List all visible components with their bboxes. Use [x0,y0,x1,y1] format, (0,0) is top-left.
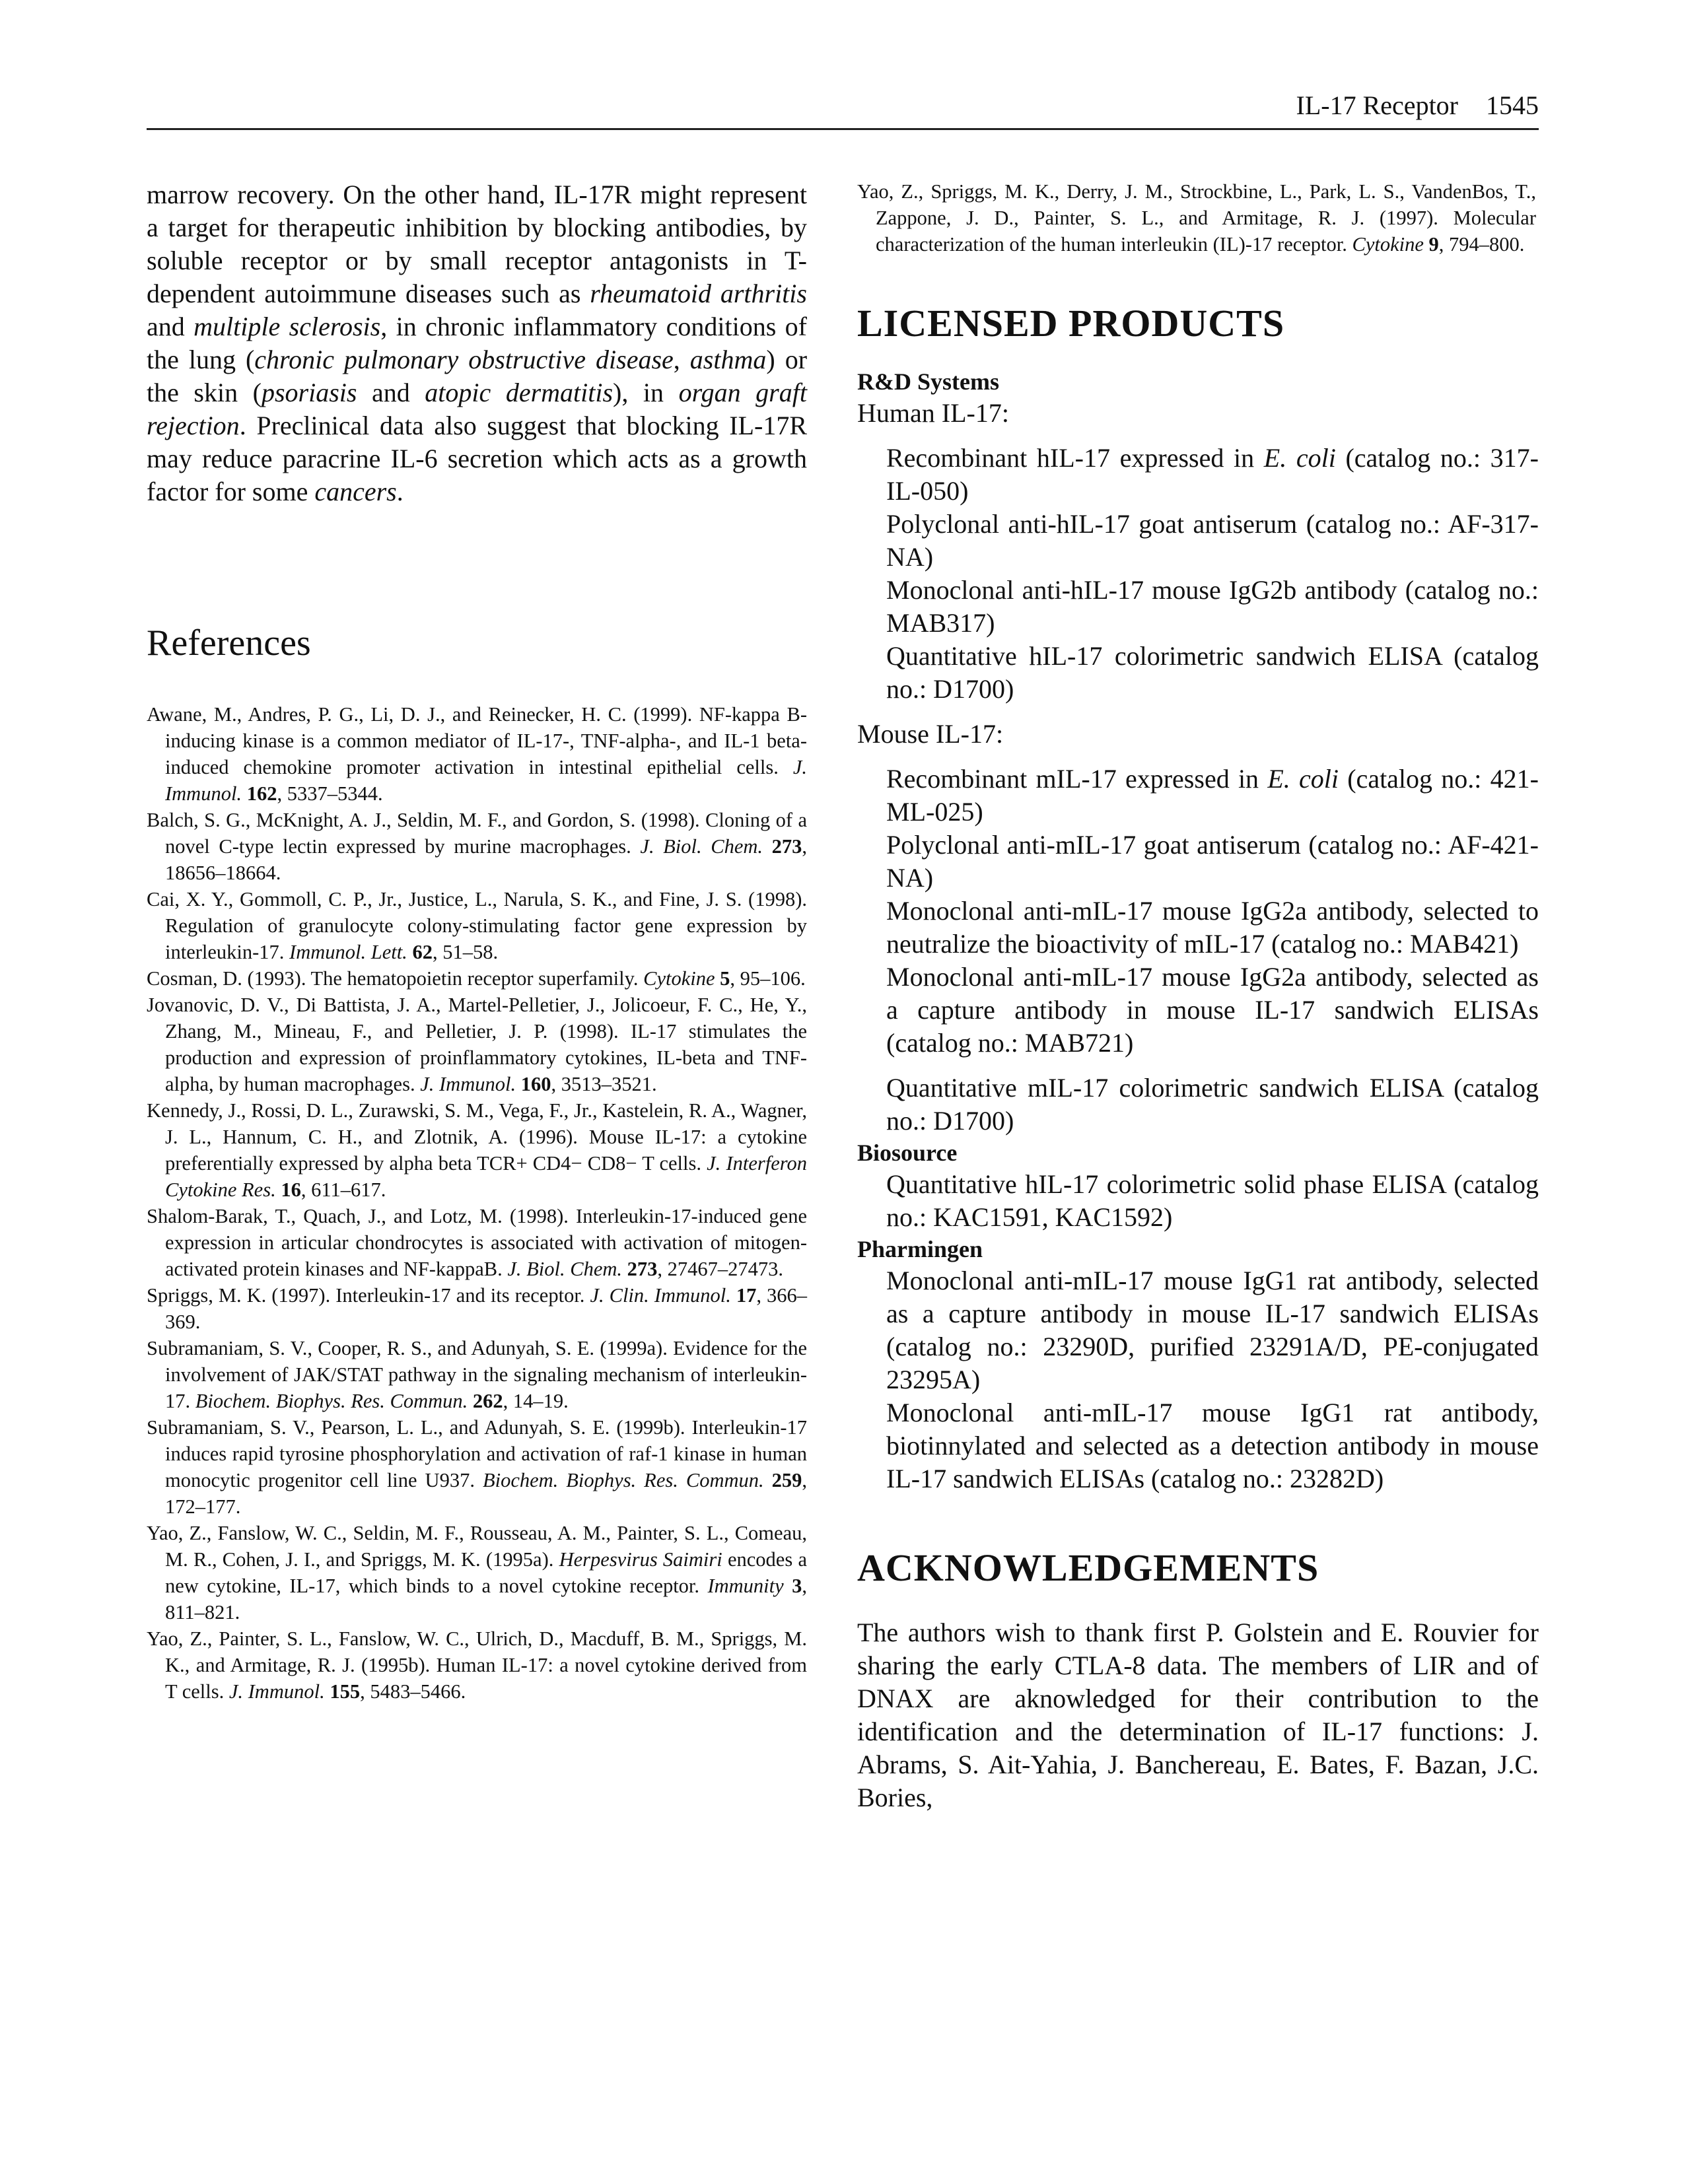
reference-item: Shalom-Barak, T., Quach, J., and Lotz, M. (1998). Interleukin-17-induced gene expression in articular chondrocytes is associated with activation of mitogen-activated protein kinases and NF-kappaB. J. Biol. Chem. 273, 27467–27473. [147,1205,807,1280]
product-item: Monoclonal anti-mIL-17 mouse IgG2a antibody, selected as a capture antibody in mouse IL-17 sandwich ELISAs (catalog no.: MAB721) [886,962,1539,1058]
mouse-il17-label: Mouse IL-17: [857,719,1004,749]
product-item: Quantitative hIL-17 colorimetric sandwich ELISA (catalog no.: D1700) [886,641,1539,704]
product-item: Recombinant hIL-17 expressed in E. coli (catalog no.: 317-IL-050) [886,443,1539,506]
page-header [147,86,1539,130]
reference-item: Kennedy, J., Rossi, D. L., Zurawski, S. M., Vega, F., Jr., Kastelein, R. A., Wagner, J. L., Hannum, C. H., and Zlotnik, A. (1996). Mouse IL-17: a cytokine preferentially expressed by alpha beta TCR+ CD4− CD8− T cells. J. Interferon Cytokine Res. 16, 611–617. [147,1099,807,1201]
product-item: Monoclonal anti-mIL-17 mouse IgG2a antibody, selected to neutralize the bioactivity of mIL-17 (catalog no.: MAB421) [886,896,1539,959]
references-heading: References [147,623,311,664]
product-item: Polyclonal anti-mIL-17 goat antiserum (catalog no.: AF-421-NA) [886,830,1539,893]
reference-item: Awane, M., Andres, P. G., Li, D. J., and Reinecker, H. C. (1999). NF-kappa B-inducing kinase is a common mediator of IL-17-, TNF-alpha-, and IL-1 beta-induced chemokine promoter activation in intestinal epithelial cells. J. Immunol. 162, 5337–5344. [147,703,807,805]
reference-item: Yao, Z., Fanslow, W. C., Seldin, M. F., Rousseau, A. M., Painter, S. L., Comeau, M. R., Cohen, J. I., and Spriggs, M. K. (1995a). Herpesvirus Saimiri encodes a new cytokine, IL-17, which binds to a novel cytokine receptor. Immunity 3, 811–821. [147,1522,807,1623]
vendor-rd-systems: R&D Systems [857,368,999,395]
product-item: Monoclonal anti-mIL-17 mouse IgG1 rat antibody, selected as a capture antibody in mouse IL-17 sandwich ELISAs (catalog no.: 23290D, purified 23291A/D, PE-conjugated 23295A) [886,1266,1539,1394]
reference-item: Cosman, D. (1993). The hematopoietin receptor superfamily. Cytokine 5, 95–106. [147,967,806,990]
reference-item: Yao, Z., Spriggs, M. K., Derry, J. M., Strockbine, L., Park, L. S., VandenBos, T., Zappone, J. D., Painter, S. L., and Armitage, R. J. (1997). Molecular characterization of the human interleukin (IL)-17 receptor. Cytokine 9, 794–800. [857,180,1536,256]
product-item: Monoclonal anti-hIL-17 mouse IgG2b antibody (catalog no.: MAB317) [886,575,1539,638]
running-head [1296,90,1539,121]
product-item: Monoclonal anti-mIL-17 mouse IgG1 rat antibody, biotinnylated and selected as a detection antibody in mouse IL-17 sandwich ELISAs (catalog no.: 23282D) [886,1398,1539,1493]
licensed-products-heading: LICENSED PRODUCTS [857,302,1285,345]
reference-item: Subramaniam, S. V., Pearson, L. L., and Adunyah, S. E. (1999b). Interleukin-17 induces rapid tyrosine phosphorylation and activation of raf-1 kinase in human monocytic progenitor cell line U937. Biochem. Biophys. Res. Commun. 259, 172–177. [147,1416,807,1518]
reference-item: Spriggs, M. K. (1997). Interleukin-17 and its receptor. J. Clin. Immunol. 17, 366–369. [147,1284,808,1333]
reference-item: Jovanovic, D. V., Di Battista, J. A., Martel-Pelletier, J., Jolicoeur, F. C., He, Y., Zhang, M., Mineau, F., and Pelletier, J. P. (1998). IL-17 stimulates the production and expression of proinflammatory cytokines, IL-beta and TNF-alpha, by human macrophages. J. Immunol. 160, 3513–3521. [147,994,807,1095]
left-column [147,178,808,1703]
acknowledgements-heading: ACKNOWLEDGEMENTS [857,1546,1319,1589]
right-column [857,178,1539,1814]
references-list [147,701,807,1705]
reference-item: Cai, X. Y., Gommoll, C. P., Jr., Justice, L., Narula, S. K., and Fine, J. S. (1998). Regulation of granulocyte colony-stimulating factor gene expression by interleukin-17. Immunol. Lett. 62, 51–58. [147,888,807,963]
reference-item: Subramaniam, S. V., Cooper, R. S., and Adunyah, S. E. (1999a). Evidence for the involvement of JAK/STAT pathway in the signaling mechanism of interleukin-17. Biochem. Biophys. Res. Commun. 262, 14–19. [147,1337,807,1412]
product-item: Polyclonal anti-hIL-17 goat antiserum (catalog no.: AF-317-NA) [886,509,1539,572]
vendor-pharmingen: Pharmingen [857,1236,983,1262]
product-item: Quantitative hIL-17 colorimetric solid phase ELISA (catalog no.: KAC1591, KAC1592) [886,1169,1539,1232]
product-item: Recombinant mIL-17 expressed in E. coli (catalog no.: 421-ML-025) [886,764,1539,827]
reference-item: Balch, S. G., McKnight, A. J., Seldin, M. F., and Gordon, S. (1998). Cloning of a novel C-type lectin expressed by murine macrophages. J. Biol. Chem. 273, 18656–18664. [147,809,807,884]
page-number: 1545 [1486,90,1539,120]
product-item: Quantitative mIL-17 colorimetric sandwich ELISA (catalog no.: D1700) [886,1073,1539,1136]
body-paragraph: marrow recovery. On the other hand, IL-17R might represent a target for therapeutic inhibition by blocking antibodies, by soluble receptor or by small receptor antagonists in T-dependent autoimmune diseases such as rheumatoid arthritis and multiple sclerosis, in chronic inflammatory conditions of the lung (chronic pulmonary obstructive disease, asthma) or the skin (psoriasis and atopic dermatitis), in organ graft rejection. Preclinical data also suggest that blocking IL-17R may reduce paracrine IL-6 secretion which acts as a growth factor for some cancers. [147,180,808,506]
running-title: IL-17 Receptor [1296,90,1458,120]
human-il17-label: Human IL-17: [857,398,1009,428]
acknowledgements-text: The authors wish to thank first P. Golstein and E. Rouvier for sharing the early CTLA-8 data. The members of LIR and of DNAX are aknowledged for their contribution to the identification and the determination of IL-17 functions: J. Abrams, S. Ait-Yahia, J. Banchereau, E. Bates, F. Bazan, J.C. Bories, [857,1618,1539,1812]
vendor-biosource: Biosource [857,1140,958,1166]
reference-item: Yao, Z., Painter, S. L., Fanslow, W. C., Ulrich, D., Macduff, B. M., Spriggs, M. K., and Armitage, R. J. (1995b). Human IL-17: a novel cytokine derived from T cells. J. Immunol. 155, 5483–5466. [147,1627,807,1703]
